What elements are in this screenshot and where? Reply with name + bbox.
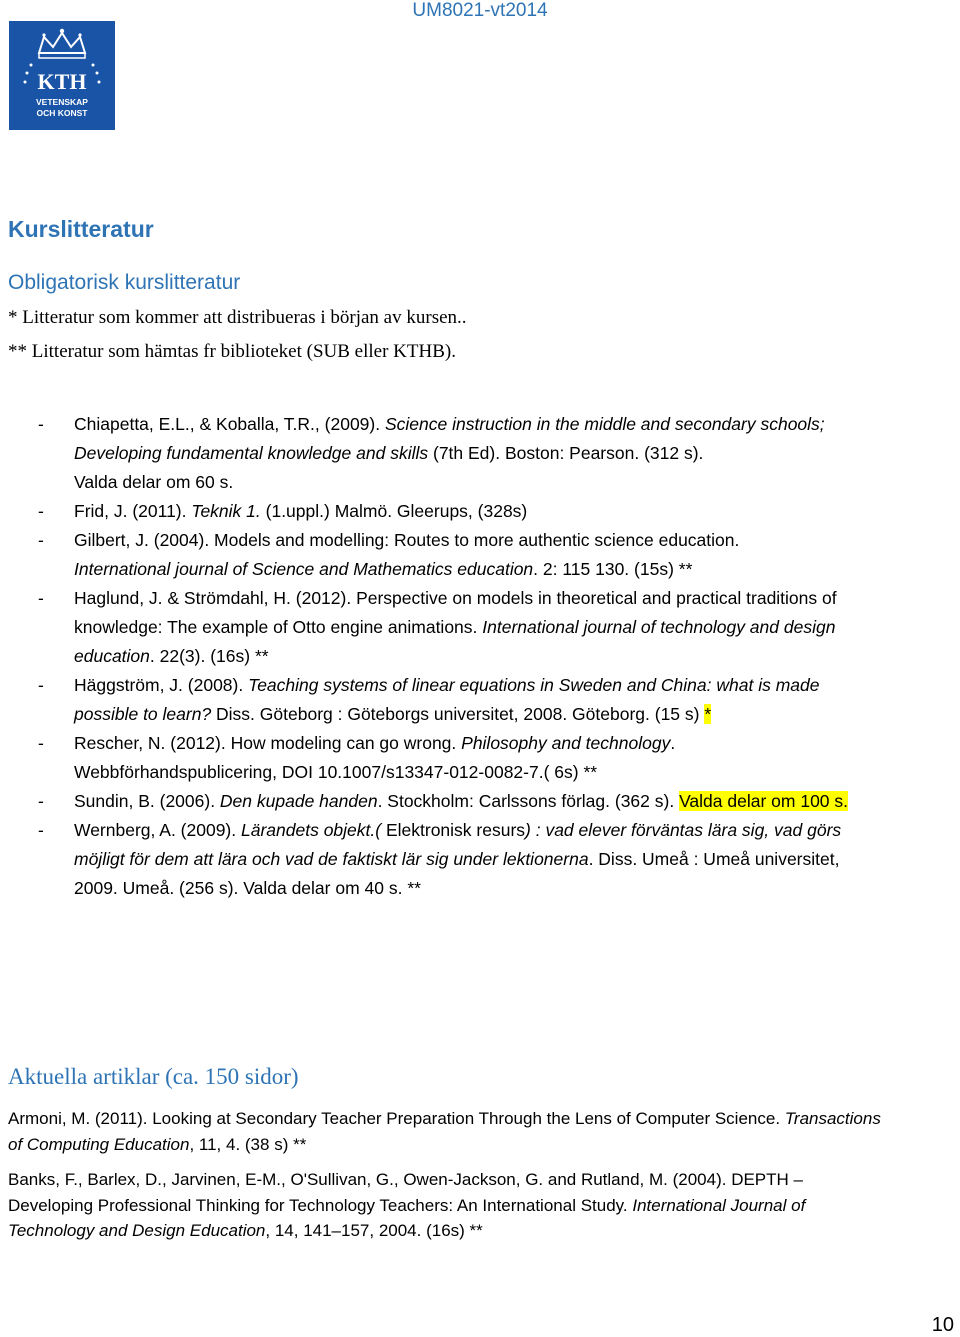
- article-journal: International Journal of Technology and Design Education: [8, 1195, 806, 1240]
- section-title: Kurslitteratur: [8, 216, 154, 242]
- list-dash: -: [38, 675, 44, 695]
- reference-authors: Chiapetta, E.L., & Koballa, T.R., (2009).: [74, 414, 385, 434]
- article-item: [8, 1167, 888, 1244]
- reference-authors: Wernberg, A. (2009).: [74, 820, 241, 840]
- reference-details: . 22(3). (16s) **: [149, 646, 269, 666]
- document-code: UM8021-vt2014: [412, 0, 548, 21]
- reference-list: [0, 410, 960, 903]
- reference-item: [0, 526, 874, 584]
- reference-details: (1.uppl.) Malmö. Gleerups, (328s): [260, 501, 528, 521]
- reference-journal: Philosophy and technology: [461, 733, 671, 753]
- reference-details: Diss. Göteborg : Göteborgs universitet, 2008. Göteborg. (15 s): [211, 704, 705, 724]
- list-dash: -: [38, 588, 44, 608]
- reference-item: [0, 816, 874, 903]
- reference-authors: Gilbert, J. (2004). Models and modelling: Routes to more authentic science education.: [74, 530, 740, 550]
- article-details: , 11, 4. (38 s) **: [189, 1134, 307, 1154]
- reference-title: Lärandets objekt.(: [241, 820, 382, 840]
- reference-title: Teknik 1.: [191, 501, 261, 521]
- reference-title: Teaching systems of linear equations in Sweden and China: what is made possible to learn?: [74, 675, 820, 724]
- logo-text-main: KTH: [37, 69, 87, 94]
- reference-title: Den kupade handen: [219, 791, 378, 811]
- reference-item: [0, 671, 874, 729]
- reference-authors: Frid, J. (2011).: [74, 501, 192, 521]
- reference-authors: Haglund, J. & Strömdahl, H. (2012). Perspective on models in theoretical and practical traditions of knowledge: The example of Otto engine animations.: [74, 588, 837, 637]
- reference-journal: International journal of technology and design education: [74, 617, 836, 666]
- list-dash: -: [38, 820, 44, 840]
- article-journal: Transactions of Computing Education: [8, 1109, 881, 1154]
- reference-item: [0, 410, 874, 497]
- reference-details: . 2: 115 130. (15s) **: [533, 559, 693, 579]
- note-distributed: * Litteratur som kommer att distribueras i början av kursen..: [8, 307, 467, 328]
- reference-note: Valda delar om 60 s.: [74, 472, 234, 492]
- list-dash: -: [38, 414, 44, 434]
- note-library: ** Litteratur som hämtas fr biblioteket (SUB eller KTHB).: [8, 341, 456, 362]
- articles-list: [8, 1106, 888, 1254]
- reference-authors: Häggström, J. (2008).: [74, 675, 249, 695]
- reference-item: [0, 787, 874, 816]
- reference-details: (7th Ed). Boston: Pearson. (312 s).: [428, 443, 704, 463]
- reference-authors: Sundin, B. (2006).: [74, 791, 220, 811]
- logo-text-line1: VETENSKAP: [36, 97, 88, 107]
- reference-details: Webbförhandspublicering, DOI 10.1007/s13347-012-0082-7.( 6s) **: [74, 762, 598, 782]
- article-details: , 14, 141–157, 2004. (16s) **: [265, 1221, 483, 1240]
- logo-text-line2: OCH KONST: [36, 108, 88, 118]
- kth-logo: [9, 21, 115, 130]
- kth-crown-logo-icon: [9, 21, 115, 130]
- highlighted-note: Valda delar om 100 s.: [679, 791, 849, 811]
- list-dash: -: [38, 733, 44, 753]
- article-authors: Banks, F., Barlex, D., Jarvinen, E-M., O'Sullivan, G., Owen-Jackson, G. and Rutland, M. (2004). DEPTH – Developing Professional Thinking for Technology Teachers: An International Study.: [8, 1170, 803, 1215]
- article-authors: Armoni, M. (2011). Looking at Secondary Teacher Preparation Through the Lens of Computer Science.: [8, 1109, 785, 1128]
- reference-journal: International journal of Science and Mathematics education: [74, 559, 534, 579]
- reference-details: . Diss. Umeå : Umeå universitet, 2009. Umeå. (256 s). Valda delar om 40 s. **: [74, 849, 840, 898]
- reference-subtitle: ) : vad elever förväntas lära sig, vad görs möjligt för dem att lära och vad de faktiskt lär sig under lektionerna: [74, 820, 842, 869]
- highlighted-mark: *: [704, 704, 712, 724]
- reference-resource: Elektronisk resurs: [381, 820, 526, 840]
- reference-title: Science instruction in the middle and secondary schools; Developing fundamental knowledge and skills: [74, 414, 825, 463]
- list-dash: -: [38, 791, 44, 811]
- list-dash: -: [38, 530, 44, 550]
- reference-punct: .: [670, 733, 676, 753]
- articles-title: Aktuella artiklar (ca. 150 sidor): [8, 1064, 299, 1089]
- reference-item: [0, 729, 874, 787]
- page-number: 10: [931, 1314, 954, 1336]
- reference-details: . Stockholm: Carlssons förlag. (362 s).: [377, 791, 680, 811]
- article-item: [8, 1106, 888, 1157]
- list-dash: -: [38, 501, 44, 521]
- reference-authors: Rescher, N. (2012). How modeling can go wrong.: [74, 733, 462, 753]
- section-subtitle: Obligatorisk kurslitteratur: [8, 271, 241, 294]
- reference-item: [0, 584, 874, 671]
- reference-item: [0, 497, 874, 526]
